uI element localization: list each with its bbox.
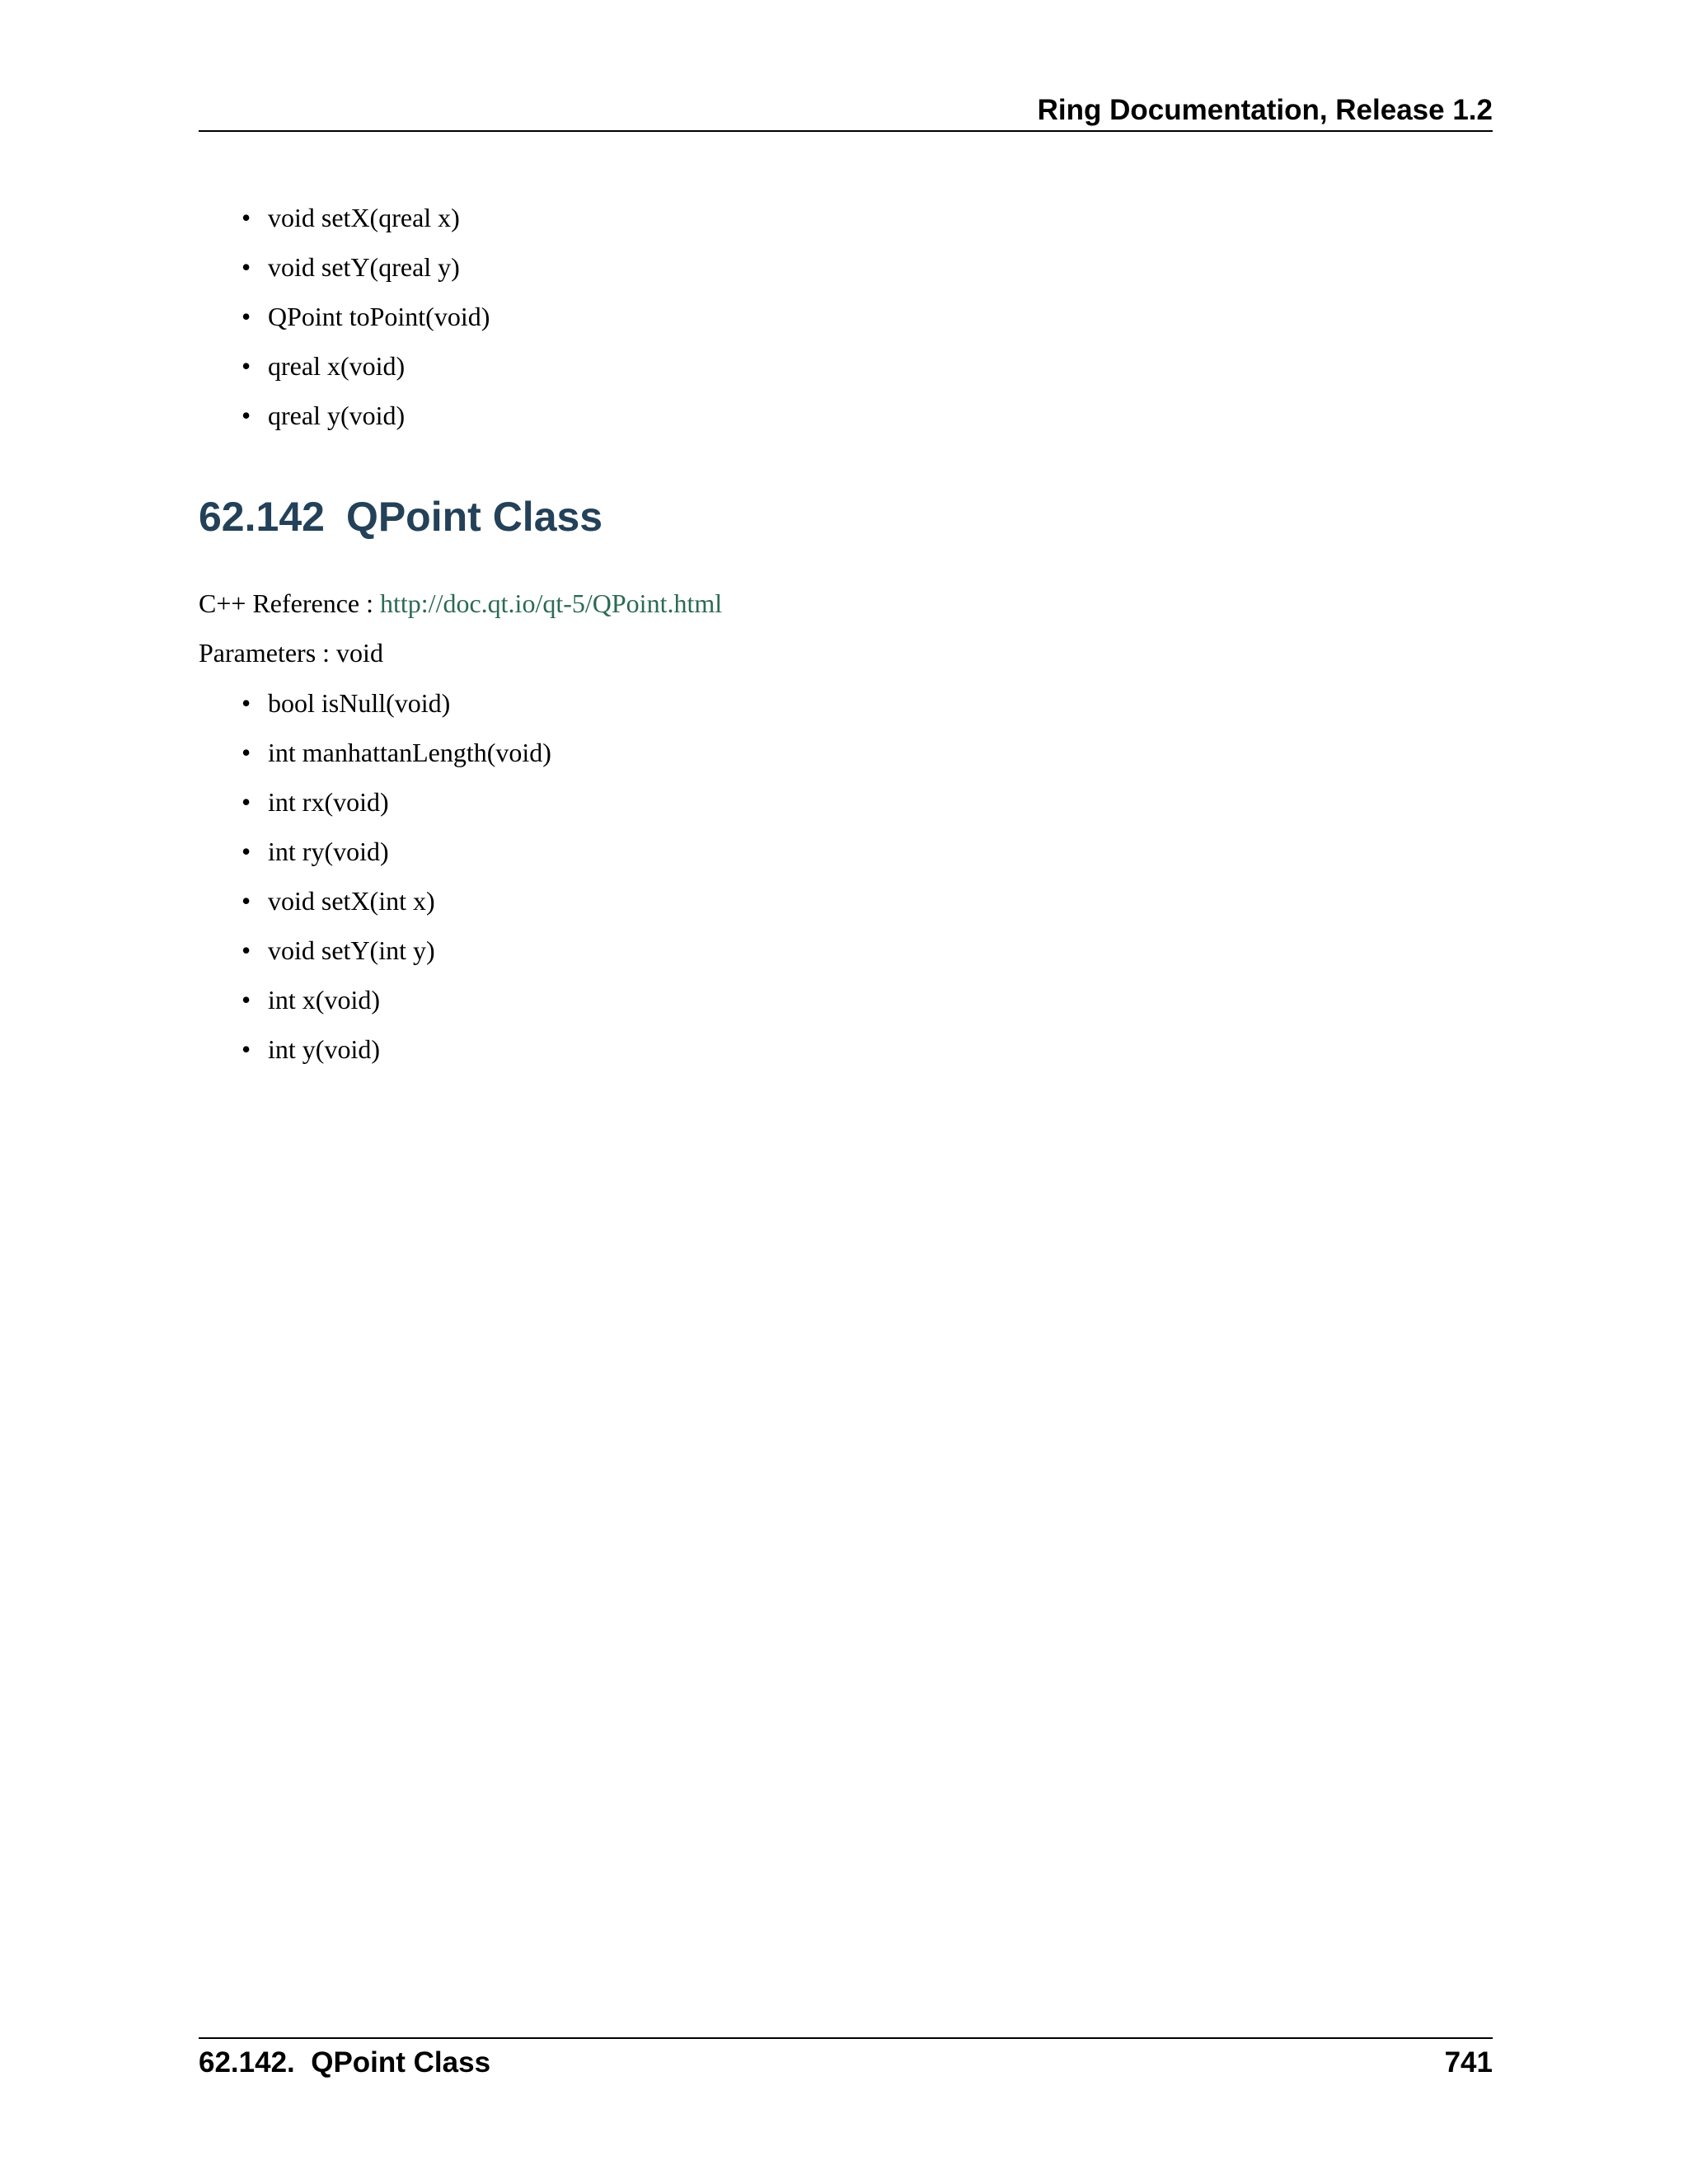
method-signature: QPoint toPoint(void) xyxy=(268,302,490,331)
section-title: QPoint Class xyxy=(345,494,603,540)
bullet-icon: • xyxy=(241,787,251,817)
list-item xyxy=(199,251,1493,300)
method-signature: int manhattanLength(void) xyxy=(268,738,551,767)
method-signature: int y(void) xyxy=(268,1034,380,1064)
reference-line xyxy=(199,587,722,620)
list-item xyxy=(199,687,1493,736)
footer-section-label: 62.142. QPoint Class xyxy=(199,2046,491,2079)
method-signature: void setX(qreal x) xyxy=(268,203,460,232)
method-signature: void setY(qreal y) xyxy=(268,252,460,282)
method-signature: void setY(int y) xyxy=(268,935,435,965)
list-item xyxy=(199,884,1493,934)
method-signature: qreal x(void) xyxy=(268,351,406,381)
method-signature: bool isNull(void) xyxy=(268,688,451,718)
list-item xyxy=(199,934,1493,983)
parameters-line: Parameters : void xyxy=(199,638,383,668)
bullet-icon: • xyxy=(241,837,251,866)
reference-link[interactable]: http://doc.qt.io/qt-5/QPoint.html xyxy=(380,588,723,618)
method-signature: void setX(int x) xyxy=(268,886,435,916)
list-item xyxy=(199,1033,1493,1082)
bullet-icon: • xyxy=(241,688,251,718)
list-item xyxy=(199,835,1493,884)
bullet-icon: • xyxy=(241,935,251,965)
bullet-icon: • xyxy=(241,985,251,1015)
header-divider xyxy=(199,130,1493,132)
running-header: Ring Documentation, Release 1.2 xyxy=(1037,94,1493,126)
page-number: 741 xyxy=(1444,2046,1493,2079)
bullet-icon: • xyxy=(241,203,251,232)
bullet-icon: • xyxy=(241,401,251,430)
method-signature: int ry(void) xyxy=(268,837,389,866)
previous-method-list xyxy=(199,201,1493,448)
list-item xyxy=(199,349,1493,399)
list-item xyxy=(199,201,1493,251)
bullet-icon: • xyxy=(241,302,251,331)
bullet-icon: • xyxy=(241,1034,251,1064)
footer-divider xyxy=(199,2037,1493,2039)
list-item xyxy=(199,983,1493,1033)
section-heading xyxy=(199,491,603,542)
method-signature: int x(void) xyxy=(268,985,380,1015)
method-signature: qreal y(void) xyxy=(268,401,406,430)
bullet-icon: • xyxy=(241,886,251,916)
section-number: 62.142 xyxy=(199,494,325,540)
list-item xyxy=(199,399,1493,448)
list-item xyxy=(199,785,1493,835)
bullet-icon: • xyxy=(241,738,251,767)
list-item xyxy=(199,300,1493,349)
qpoint-method-list xyxy=(199,687,1493,1082)
bullet-icon: • xyxy=(241,252,251,282)
method-signature: int rx(void) xyxy=(268,787,389,817)
reference-label: C++ Reference : xyxy=(199,588,380,618)
document-page xyxy=(199,0,1493,2184)
list-item xyxy=(199,736,1493,785)
bullet-icon: • xyxy=(241,351,251,381)
